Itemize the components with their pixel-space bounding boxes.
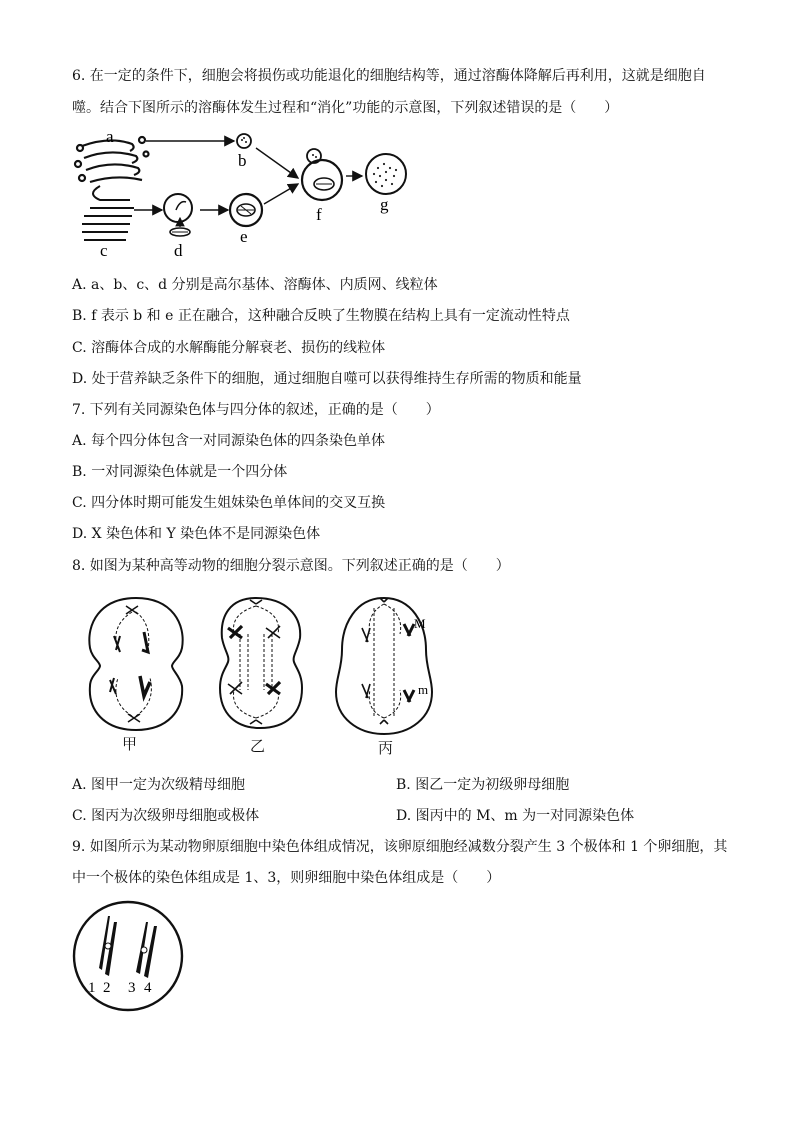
q9-oogonium-figure [72,900,188,1012]
q8-stem: 8. 如图为某种高等动物的细胞分裂示意图。下列叙述正确的是（ ） [72,558,510,574]
q7-stem: 7. 下列有关同源染色体与四分体的叙述，正确的是（ ） [72,402,440,418]
cell-jia [89,598,182,730]
label-3: 3 [128,980,136,996]
q8-option-a: A. 图甲一定为次级精母细胞 [72,777,246,793]
label-d: d [174,241,183,260]
label-f: f [316,205,322,224]
vesicle-d [164,194,192,222]
label-g: g [380,195,389,214]
lysosome-b [237,134,251,148]
q8-option-d: D. 图丙中的 M、m 为一对同源染色体 [396,808,635,824]
q6-option-a: A. a、b、c、d 分别是高尔基体、溶酶体、内质网、线粒体 [72,277,438,293]
q6-stem-line1: 6. 在一定的条件下，细胞会将损伤或功能退化的细胞结构等，通过溶酶体降解后再利用，这就是细胞自 [72,68,706,84]
q7-option-d: D. X 染色体和 Y 染色体不是同源染色体 [72,526,321,542]
endoplasmic-reticulum [82,186,134,240]
label-4: 4 [144,980,152,996]
digested-g [366,154,406,194]
q8-cell-division-figure [80,594,460,734]
label-M: M [414,616,426,631]
q9-stem-line1: 9. 如图所示为某动物卵原细胞中染色体组成情况，该卵原细胞经减数分裂产生 3 个极体和 1 个卵细胞，其 [72,839,728,855]
q8-option-c: C. 图丙为次级卵母细胞或极体 [72,808,260,824]
label-1: 1 [88,980,96,996]
q6-option-d: D. 处于营养缺乏条件下的细胞，通过细胞自噬可以获得维持生存所需的物质和能量 [72,371,582,387]
caption-bing: 丙 [378,739,394,757]
caption-jia: 甲 [122,735,138,753]
label-m: m [418,682,429,697]
label-c: c [100,241,108,260]
fusion-f [302,160,342,200]
q6-stem-line2: 噬。结合下图所示的溶酶体发生过程和“消化”功能的示意图，下列叙述错误的是（ ） [72,100,619,116]
caption-yi: 乙 [250,737,266,755]
label-a: a [106,127,114,146]
label-2: 2 [103,980,111,996]
label-b: b [238,151,247,170]
q6-option-b: B. f 表示 b 和 e 正在融合，这种融合反映了生物膜在结构上具有一定流动性特点 [72,308,570,324]
q9-stem-line2: 中一个极体的染色体组成是 1、3，则卵细胞中染色体组成是（ ） [72,870,501,886]
q7-option-a: A. 每个四分体包含一对同源染色体的四条染色单体 [72,433,386,449]
q7-option-b: B. 一对同源染色体就是一个四分体 [72,464,288,480]
label-e: e [240,227,248,246]
q6-option-c: C. 溶酶体合成的水解酶能分解衰老、损伤的线粒体 [72,340,386,356]
q8-option-b: B. 图乙一定为初级卵母细胞 [396,777,570,793]
q7-option-c: C. 四分体时期可能发生姐妹染色单体间的交叉互换 [72,495,386,511]
cell-yi [220,598,302,728]
q6-lysosome-figure [70,128,430,258]
